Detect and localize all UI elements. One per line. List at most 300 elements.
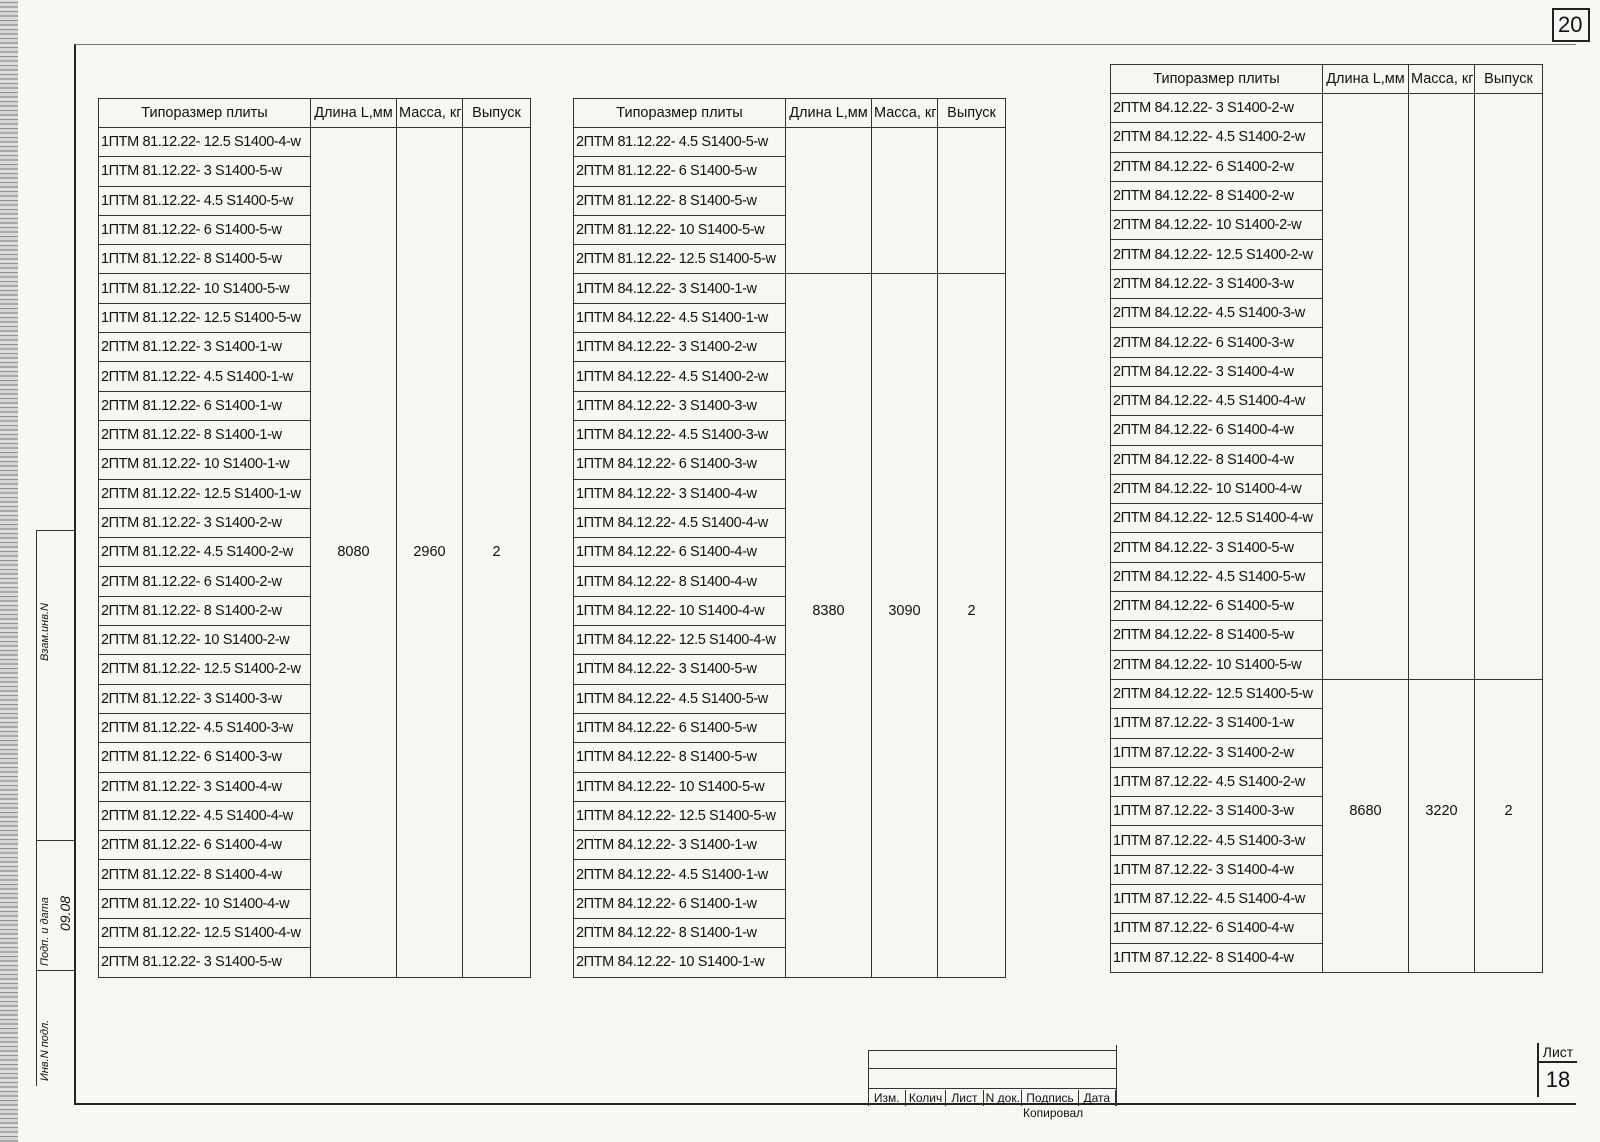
length-cell: [786, 215, 872, 244]
release-cell: [1475, 679, 1543, 708]
table-row: [99, 860, 531, 889]
length-cell: [311, 303, 397, 332]
length-cell: [1323, 767, 1409, 796]
release-cell: [1475, 123, 1543, 152]
plate-type-cell: 2ПТМ 84.12.22- 6 S1400-1-w: [574, 889, 786, 918]
length-cell: [311, 128, 397, 157]
length-cell: [1323, 943, 1409, 972]
table-row: [99, 303, 531, 332]
mass-cell: [1409, 123, 1475, 152]
plate-type-cell: 2ПТМ 84.12.22- 10 S1400-4-w: [1111, 474, 1323, 503]
length-cell: [1323, 386, 1409, 415]
length-cell: [311, 479, 397, 508]
table-row: [1111, 240, 1543, 269]
length-cell: [311, 333, 397, 362]
table-row: [574, 215, 1006, 244]
table-row: [1111, 797, 1543, 826]
table-3: [1110, 64, 1543, 973]
sheet-number: 18: [1545, 1067, 1571, 1092]
release-cell: [938, 860, 1006, 889]
table-row: [99, 919, 531, 948]
mass-cell: 3220: [1409, 797, 1475, 826]
table-row: [1111, 328, 1543, 357]
mass-cell: [1409, 914, 1475, 943]
length-cell: [311, 391, 397, 420]
length-cell: [786, 508, 872, 537]
release-cell: [938, 655, 1006, 684]
side-label-vzam: Взам.инв.N: [39, 603, 51, 661]
mass-cell: [397, 772, 463, 801]
length-cell: [786, 684, 872, 713]
table-row: [99, 889, 531, 918]
length-cell: [1323, 679, 1409, 708]
release-cell: [938, 215, 1006, 244]
plate-type-cell: 2ПТМ 81.12.22- 12.5 S1400-1-w: [99, 479, 311, 508]
plate-type-cell: 1ПТМ 87.12.22- 8 S1400-4-w: [1111, 943, 1323, 972]
release-cell: [463, 508, 531, 537]
mass-cell: [872, 508, 938, 537]
mass-cell: [397, 157, 463, 186]
plate-type-cell: 1ПТМ 81.12.22- 6 S1400-5-w: [99, 215, 311, 244]
release-cell: [938, 743, 1006, 772]
plate-type-cell: 2ПТМ 84.12.22- 10 S1400-1-w: [574, 948, 786, 977]
plate-type-cell: 2ПТМ 81.12.22- 4.5 S1400-4-w: [99, 801, 311, 830]
table-row: [574, 655, 1006, 684]
plate-type-cell: 2ПТМ 81.12.22- 8 S1400-4-w: [99, 860, 311, 889]
mass-cell: [872, 303, 938, 332]
mass-cell: [1409, 357, 1475, 386]
release-cell: [938, 157, 1006, 186]
table-row: [99, 362, 531, 391]
length-cell: [311, 948, 397, 977]
table-row: [99, 333, 531, 362]
mass-cell: [397, 831, 463, 860]
table-row: [574, 420, 1006, 449]
plate-type-cell: 2ПТМ 84.12.22- 10 S1400-5-w: [1111, 650, 1323, 679]
plate-type-cell: 2ПТМ 84.12.22- 3 S1400-4-w: [1111, 357, 1323, 386]
mass-cell: [1409, 328, 1475, 357]
plate-type-cell: 1ПТМ 81.12.22- 12.5 S1400-5-w: [99, 303, 311, 332]
mass-cell: [872, 450, 938, 479]
mass-cell: [397, 186, 463, 215]
plate-type-cell: 2ПТМ 84.12.22- 6 S1400-2-w: [1111, 152, 1323, 181]
length-cell: [1323, 211, 1409, 240]
release-cell: [938, 831, 1006, 860]
mass-cell: [872, 245, 938, 274]
table-row: [99, 508, 531, 537]
plate-type-cell: 1ПТМ 87.12.22- 3 S1400-2-w: [1111, 738, 1323, 767]
table-row: [1111, 709, 1543, 738]
release-cell: [938, 538, 1006, 567]
mass-cell: [872, 538, 938, 567]
mass-cell: [397, 333, 463, 362]
mass-cell: [1409, 152, 1475, 181]
table-row: [1111, 211, 1543, 240]
release-cell: [938, 713, 1006, 742]
table-row: [574, 889, 1006, 918]
table-row: [1111, 269, 1543, 298]
plate-type-cell: 2ПТМ 81.12.22- 3 S1400-5-w: [99, 948, 311, 977]
mass-cell: [397, 450, 463, 479]
length-cell: [786, 157, 872, 186]
table-row: [99, 450, 531, 479]
length-cell: [786, 948, 872, 977]
mass-cell: [872, 889, 938, 918]
mass-cell: [1409, 650, 1475, 679]
length-cell: [1323, 152, 1409, 181]
release-cell: [1475, 650, 1543, 679]
length-cell: [1323, 328, 1409, 357]
column-header: Длина L,мм: [311, 99, 397, 128]
release-cell: [1475, 386, 1543, 415]
plate-type-cell: 2ПТМ 81.12.22- 12.5 S1400-2-w: [99, 655, 311, 684]
table-row: [574, 450, 1006, 479]
table-row: [1111, 299, 1543, 328]
table-row: [574, 157, 1006, 186]
plate-type-cell: 2ПТМ 84.12.22- 4.5 S1400-1-w: [574, 860, 786, 889]
plate-type-cell: 2ПТМ 84.12.22- 6 S1400-4-w: [1111, 416, 1323, 445]
length-cell: [311, 362, 397, 391]
side-cell-podp: [37, 840, 75, 971]
release-cell: [1475, 240, 1543, 269]
plate-type-cell: 2ПТМ 84.12.22- 3 S1400-5-w: [1111, 533, 1323, 562]
length-cell: [311, 743, 397, 772]
mass-cell: [1409, 504, 1475, 533]
mass-cell: [872, 186, 938, 215]
mass-cell: [872, 128, 938, 157]
mass-cell: [1409, 562, 1475, 591]
plate-type-cell: 2ПТМ 81.12.22- 4.5 S1400-1-w: [99, 362, 311, 391]
mass-cell: [397, 391, 463, 420]
mass-cell: [1409, 416, 1475, 445]
table-2: [573, 98, 1006, 978]
mass-cell: [397, 948, 463, 977]
mass-cell: [397, 889, 463, 918]
stamp-right-border: [1116, 1045, 1117, 1106]
table-row: [574, 245, 1006, 274]
length-cell: [786, 128, 872, 157]
mass-cell: [1409, 855, 1475, 884]
release-cell: [463, 420, 531, 449]
length-cell: [311, 215, 397, 244]
plate-type-cell: 1ПТМ 87.12.22- 3 S1400-1-w: [1111, 709, 1323, 738]
length-cell: 8380: [786, 596, 872, 625]
table-row: [574, 919, 1006, 948]
table-row: [574, 274, 1006, 303]
length-cell: [1323, 885, 1409, 914]
plate-type-cell: 1ПТМ 87.12.22- 4.5 S1400-3-w: [1111, 826, 1323, 855]
plate-type-cell: 2ПТМ 84.12.22- 10 S1400-2-w: [1111, 211, 1323, 240]
plate-type-cell: 2ПТМ 81.12.22- 4.5 S1400-2-w: [99, 538, 311, 567]
plate-type-cell: 2ПТМ 81.12.22- 12.5 S1400-4-w: [99, 919, 311, 948]
release-cell: [938, 450, 1006, 479]
table-row: [99, 772, 531, 801]
release-cell: [463, 303, 531, 332]
table-row: [1111, 767, 1543, 796]
mass-cell: [872, 831, 938, 860]
mass-cell: [397, 713, 463, 742]
sheet-label: Лист: [1539, 1043, 1577, 1063]
mass-cell: [872, 655, 938, 684]
length-cell: [786, 655, 872, 684]
plate-type-cell: 2ПТМ 81.12.22- 8 S1400-2-w: [99, 596, 311, 625]
table-row: [574, 772, 1006, 801]
release-cell: [463, 186, 531, 215]
release-cell: 2: [1475, 797, 1543, 826]
table-row: [1111, 943, 1543, 972]
table-row: [574, 567, 1006, 596]
release-cell: [938, 626, 1006, 655]
release-cell: [463, 772, 531, 801]
length-cell: [786, 362, 872, 391]
plate-type-cell: 1ПТМ 84.12.22- 6 S1400-3-w: [574, 450, 786, 479]
release-cell: [1475, 767, 1543, 796]
release-cell: [938, 772, 1006, 801]
length-cell: [1323, 855, 1409, 884]
mass-cell: [872, 860, 938, 889]
table-row: [574, 333, 1006, 362]
plate-type-cell: 1ПТМ 84.12.22- 12.5 S1400-4-w: [574, 626, 786, 655]
length-cell: [1323, 504, 1409, 533]
plate-type-cell: 1ПТМ 84.12.22- 6 S1400-5-w: [574, 713, 786, 742]
release-cell: [938, 801, 1006, 830]
mass-cell: [397, 684, 463, 713]
plate-type-cell: 1ПТМ 84.12.22- 6 S1400-4-w: [574, 538, 786, 567]
release-cell: [1475, 269, 1543, 298]
release-cell: [1475, 592, 1543, 621]
plate-type-cell: 2ПТМ 81.12.22- 4.5 S1400-3-w: [99, 713, 311, 742]
table-row: [99, 215, 531, 244]
release-cell: [938, 948, 1006, 977]
mass-cell: [872, 772, 938, 801]
release-cell: [463, 450, 531, 479]
mass-cell: [397, 596, 463, 625]
length-cell: [1323, 240, 1409, 269]
mass-cell: [1409, 269, 1475, 298]
table-row: [1111, 679, 1543, 708]
plate-type-cell: 1ПТМ 87.12.22- 3 S1400-4-w: [1111, 855, 1323, 884]
plate-type-cell: 2ПТМ 81.12.22- 3 S1400-2-w: [99, 508, 311, 537]
table-row: [574, 128, 1006, 157]
release-cell: [463, 948, 531, 977]
release-cell: [463, 596, 531, 625]
plate-type-cell: 2ПТМ 81.12.22- 6 S1400-2-w: [99, 567, 311, 596]
release-cell: [1475, 299, 1543, 328]
length-cell: [1323, 650, 1409, 679]
length-cell: [1323, 562, 1409, 591]
release-cell: [1475, 181, 1543, 210]
release-cell: [463, 684, 531, 713]
release-cell: [463, 157, 531, 186]
table-row: [574, 479, 1006, 508]
mass-cell: [397, 479, 463, 508]
plate-type-cell: 1ПТМ 84.12.22- 4.5 S1400-5-w: [574, 684, 786, 713]
mass-cell: [397, 801, 463, 830]
length-cell: [311, 245, 397, 274]
length-cell: [311, 684, 397, 713]
length-cell: [311, 772, 397, 801]
release-cell: [463, 655, 531, 684]
release-cell: [938, 567, 1006, 596]
plate-type-cell: 2ПТМ 81.12.22- 10 S1400-4-w: [99, 889, 311, 918]
release-cell: [1475, 94, 1543, 123]
mass-cell: [872, 362, 938, 391]
release-cell: [1475, 152, 1543, 181]
table-row: [574, 391, 1006, 420]
length-cell: [786, 333, 872, 362]
plate-type-cell: 2ПТМ 81.12.22- 3 S1400-3-w: [99, 684, 311, 713]
table-row: [574, 684, 1006, 713]
plate-type-cell: 1ПТМ 87.12.22- 4.5 S1400-2-w: [1111, 767, 1323, 796]
mass-cell: [872, 801, 938, 830]
column-header: Выпуск: [463, 99, 531, 128]
table-row: [99, 948, 531, 977]
stamp-label-kolich: Колич: [906, 1090, 945, 1106]
plate-type-cell: 2ПТМ 81.12.22- 8 S1400-1-w: [99, 420, 311, 449]
plate-type-cell: 2ПТМ 84.12.22- 4.5 S1400-3-w: [1111, 299, 1323, 328]
table-row: [99, 743, 531, 772]
plate-type-cell: 1ПТМ 84.12.22- 4.5 S1400-3-w: [574, 420, 786, 449]
side-date-handwritten: 09.08: [57, 895, 73, 931]
release-cell: [463, 567, 531, 596]
length-cell: [786, 626, 872, 655]
plate-type-cell: 2ПТМ 84.12.22- 12.5 S1400-4-w: [1111, 504, 1323, 533]
length-cell: [786, 860, 872, 889]
mass-cell: [872, 919, 938, 948]
table-row: [574, 362, 1006, 391]
length-cell: [786, 186, 872, 215]
column-header: Длина L,мм: [786, 99, 872, 128]
column-header: Типоразмер плиты: [574, 99, 786, 128]
mass-cell: [397, 508, 463, 537]
table-row: [574, 801, 1006, 830]
table-row: [99, 245, 531, 274]
length-cell: [786, 772, 872, 801]
plate-type-cell: 1ПТМ 84.12.22- 12.5 S1400-5-w: [574, 801, 786, 830]
stamp-label-ndok: N док.: [984, 1090, 1022, 1106]
table-row: [1111, 885, 1543, 914]
length-cell: [786, 479, 872, 508]
table-row: [99, 567, 531, 596]
release-cell: [1475, 826, 1543, 855]
length-cell: [786, 245, 872, 274]
length-cell: [311, 567, 397, 596]
length-cell: [1323, 592, 1409, 621]
release-cell: 2: [463, 538, 531, 567]
length-cell: [311, 801, 397, 830]
length-cell: [786, 450, 872, 479]
length-cell: [1323, 445, 1409, 474]
mass-cell: [397, 743, 463, 772]
release-cell: [1475, 328, 1543, 357]
sheet-number-box: [1537, 1043, 1577, 1097]
plate-type-cell: 2ПТМ 81.12.22- 8 S1400-5-w: [574, 186, 786, 215]
plate-type-cell: 2ПТМ 84.12.22- 6 S1400-3-w: [1111, 328, 1323, 357]
length-cell: [1323, 123, 1409, 152]
length-cell: [1323, 826, 1409, 855]
length-cell: [786, 919, 872, 948]
plate-type-cell: 2ПТМ 84.12.22- 8 S1400-2-w: [1111, 181, 1323, 210]
table-row: [99, 128, 531, 157]
mass-cell: 2960: [397, 538, 463, 567]
table-row: [1111, 416, 1543, 445]
table-row: [99, 420, 531, 449]
mass-cell: [872, 333, 938, 362]
scan-edge: [0, 0, 18, 1142]
length-cell: [311, 919, 397, 948]
release-cell: [463, 245, 531, 274]
plate-type-cell: 2ПТМ 81.12.22- 6 S1400-1-w: [99, 391, 311, 420]
mass-cell: [1409, 474, 1475, 503]
length-cell: [1323, 269, 1409, 298]
table-row: [1111, 445, 1543, 474]
release-cell: [463, 860, 531, 889]
plate-type-cell: 2ПТМ 81.12.22- 3 S1400-1-w: [99, 333, 311, 362]
mass-cell: [1409, 826, 1475, 855]
length-cell: [786, 743, 872, 772]
table-row: [1111, 357, 1543, 386]
stamp-row: [869, 1050, 1117, 1069]
table-row: [99, 157, 531, 186]
length-cell: [1323, 621, 1409, 650]
table-row: [1111, 592, 1543, 621]
side-stamp: [36, 530, 75, 1086]
release-cell: [938, 333, 1006, 362]
plate-type-cell: 2ПТМ 84.12.22- 3 S1400-2-w: [1111, 94, 1323, 123]
length-cell: [1323, 299, 1409, 328]
mass-cell: [1409, 943, 1475, 972]
side-label-inv: Инв.N подл.: [39, 1019, 51, 1081]
plate-type-cell: 1ПТМ 84.12.22- 4.5 S1400-4-w: [574, 508, 786, 537]
length-cell: [311, 420, 397, 449]
stamp-label-izm: Изм.: [868, 1090, 906, 1106]
column-header: Типоразмер плиты: [99, 99, 311, 128]
mass-cell: [397, 919, 463, 948]
mass-cell: [397, 626, 463, 655]
release-cell: [938, 889, 1006, 918]
release-cell: [1475, 474, 1543, 503]
release-cell: [463, 274, 531, 303]
length-cell: [786, 420, 872, 449]
length-cell: [311, 157, 397, 186]
plate-type-cell: 1ПТМ 84.12.22- 4.5 S1400-1-w: [574, 303, 786, 332]
plate-type-cell: 2ПТМ 81.12.22- 12.5 S1400-5-w: [574, 245, 786, 274]
table-row: [99, 596, 531, 625]
table-row: [99, 801, 531, 830]
plate-type-cell: 2ПТМ 84.12.22- 8 S1400-5-w: [1111, 621, 1323, 650]
mass-cell: 3090: [872, 596, 938, 625]
table-row: [99, 479, 531, 508]
release-cell: [463, 362, 531, 391]
plate-type-cell: 2ПТМ 84.12.22- 3 S1400-1-w: [574, 831, 786, 860]
release-cell: [1475, 738, 1543, 767]
mass-cell: [397, 567, 463, 596]
plate-type-cell: 2ПТМ 81.12.22- 10 S1400-1-w: [99, 450, 311, 479]
table-row: [574, 860, 1006, 889]
table-row: [574, 538, 1006, 567]
plate-type-cell: 2ПТМ 84.12.22- 6 S1400-5-w: [1111, 592, 1323, 621]
plate-type-cell: 1ПТМ 87.12.22- 4.5 S1400-4-w: [1111, 885, 1323, 914]
table-row: [1111, 152, 1543, 181]
side-label-podp: Подп. и дата: [39, 897, 51, 966]
stamp-row: [869, 1068, 1117, 1087]
release-cell: [938, 186, 1006, 215]
table-row: [574, 508, 1006, 537]
table-row: [1111, 533, 1543, 562]
length-cell: [786, 538, 872, 567]
table-row: [574, 303, 1006, 332]
mass-cell: [872, 274, 938, 303]
